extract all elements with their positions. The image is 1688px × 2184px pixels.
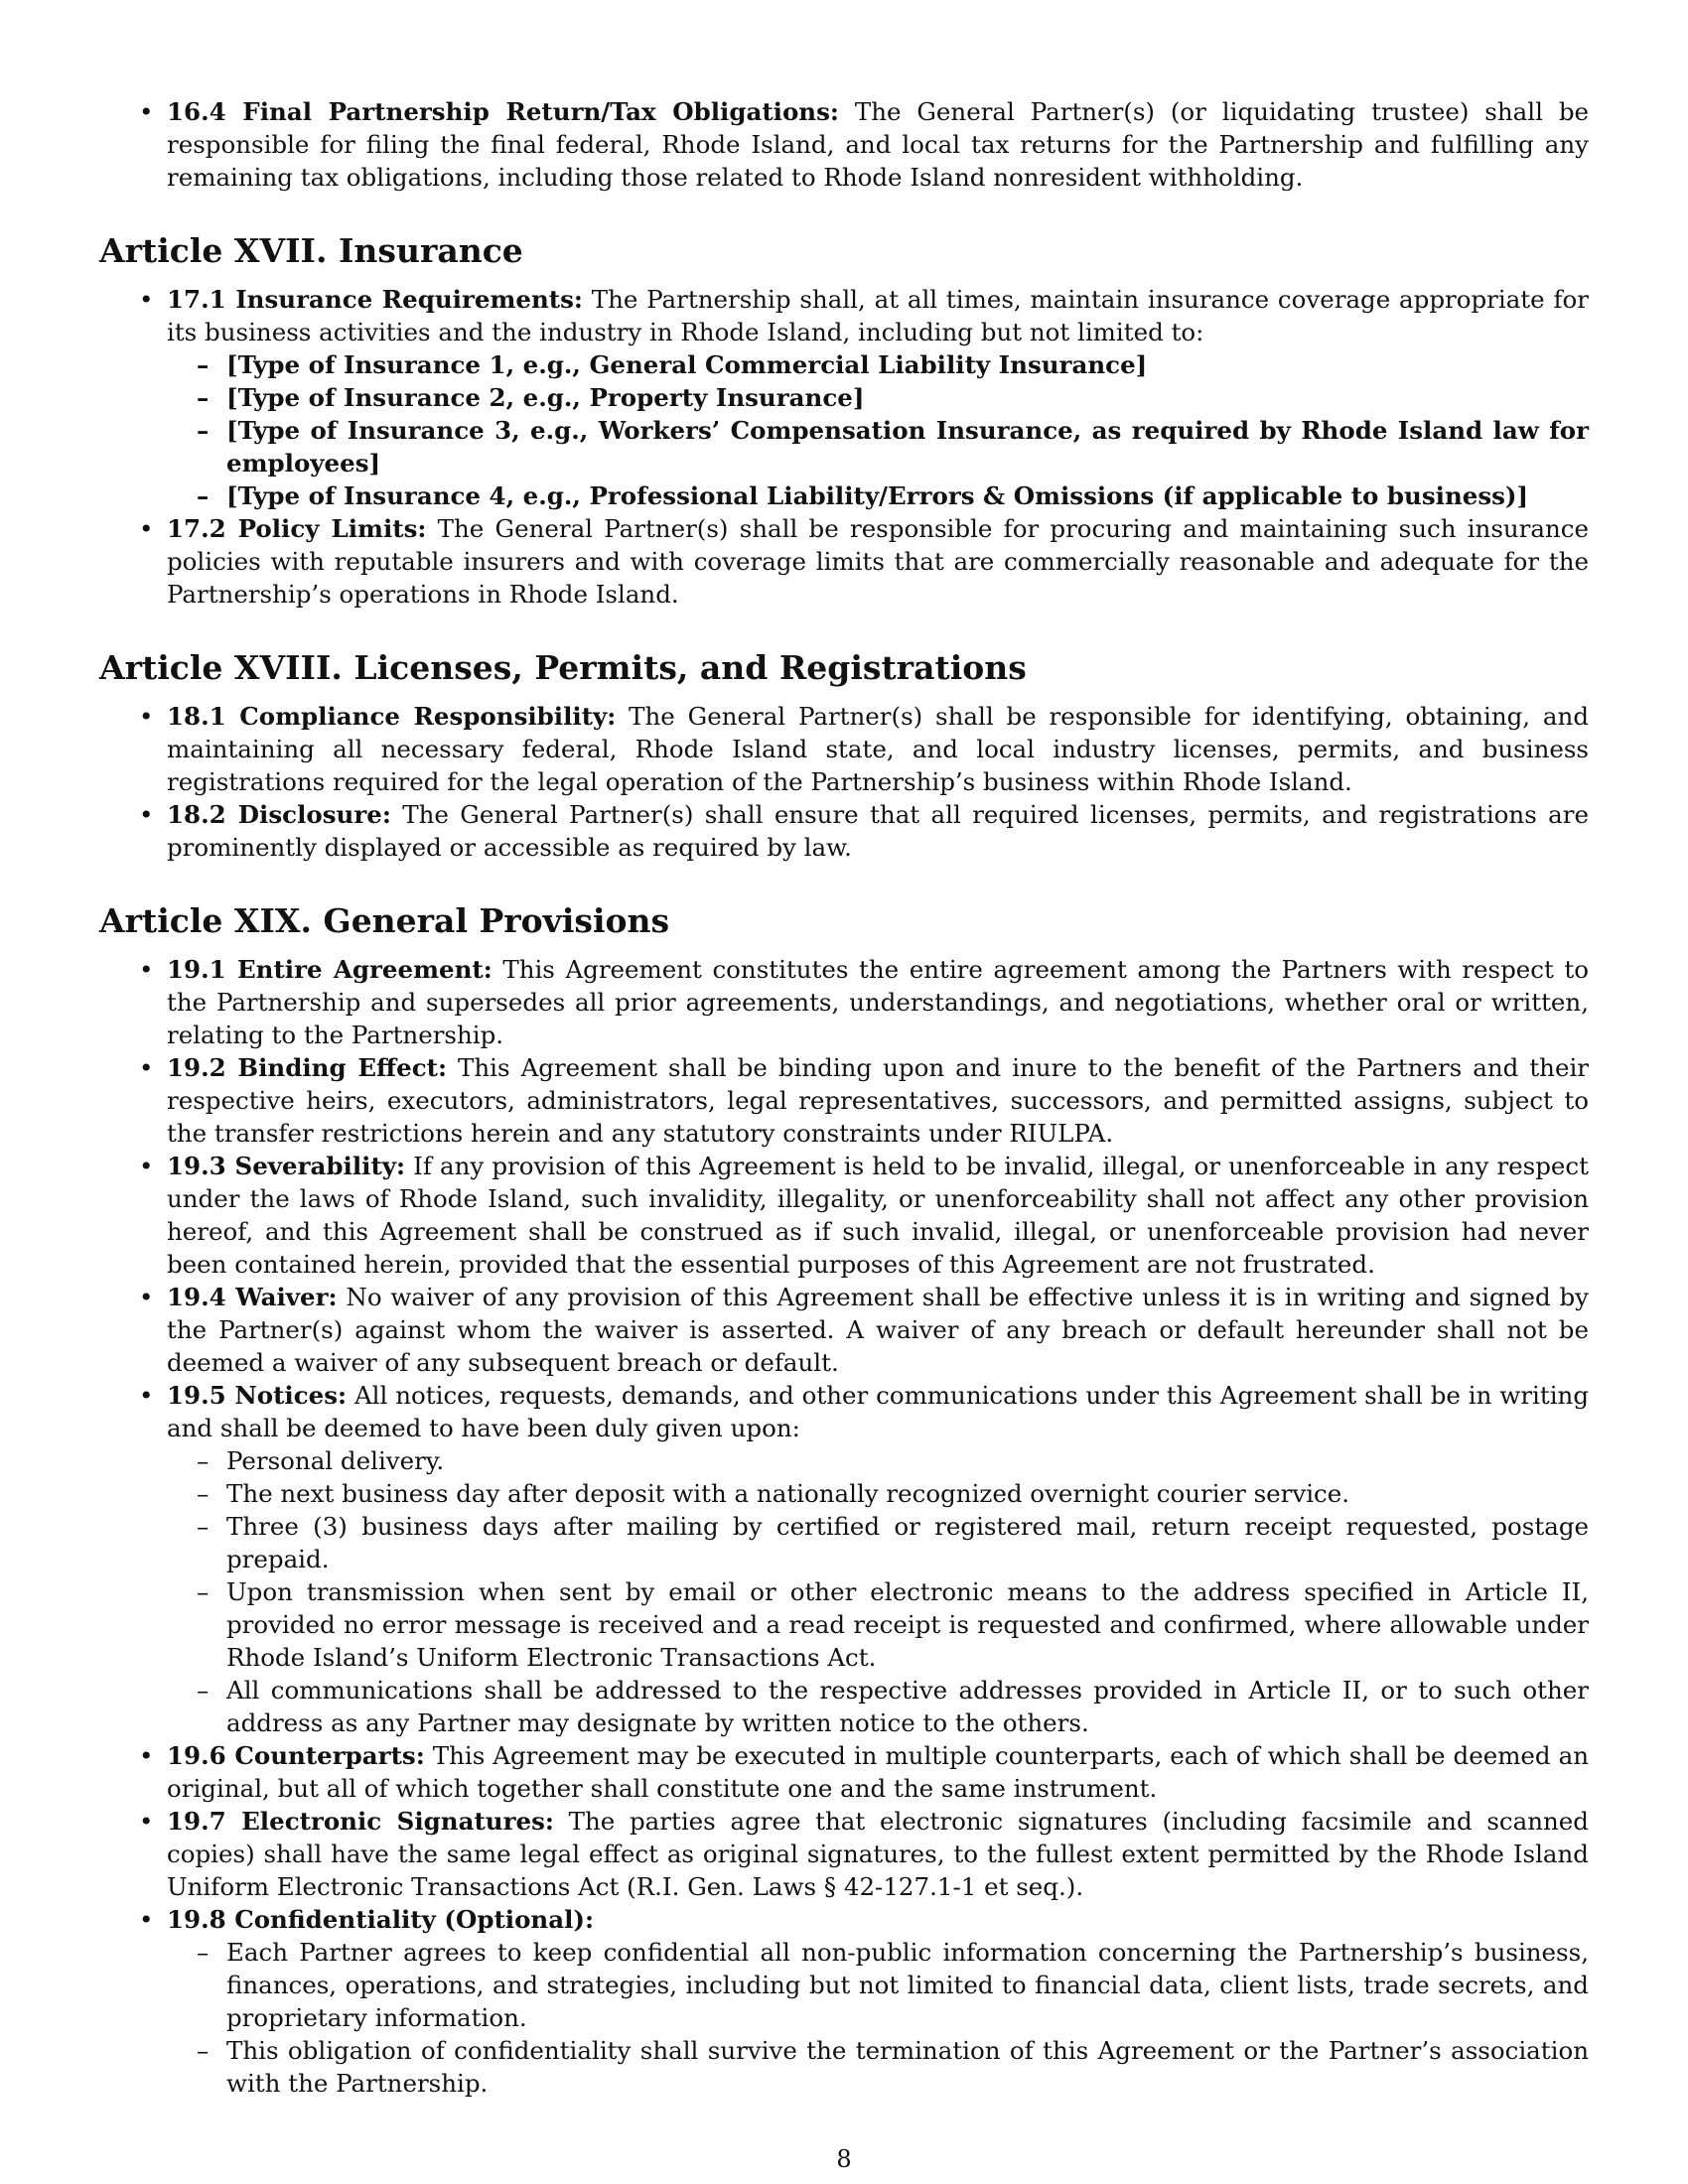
clause-text: The General Partner(s) (or liquidating trustee) shall be responsible for filing the final federal, Rhode Island, and local tax returns for the Partnership and fulfilling any remaining tax obligations, including those related to Rhode Island nonresident withholding. — [167, 97, 1589, 192]
clause-term: 18.1 Compliance Responsibility: — [167, 702, 617, 731]
clause-text: No waiver of any provision of this Agreement shall be effective unless it is in writing and signed by the Partner(s) against whom the waiver is asserted. A waiver of any breach or default hereunder shall not be deemed a waiver of any subsequent breach or default. — [167, 1283, 1590, 1377]
clause-text: The General Partner(s) shall be responsible for identifying, obtaining, and maintaining all necessary federal, Rhode Island state, and local industry licenses, permits, and business registrations required for the legal operation of the Partnership’s business within Rhode Island. — [167, 702, 1589, 796]
clause-text: This Agreement may be executed in multiple counterparts, each of which shall be deemed an original, but all of which together shall constitute one and the same instrument. — [167, 1741, 1589, 1803]
clause-term: 18.2 Disclosure: — [167, 800, 391, 829]
page-number: 8 — [836, 2145, 852, 2173]
clause-text: All notices, requests, demands, and other communications under this Agreement shall be in writing and shall be deemed to have been duly given upon: — [167, 1381, 1590, 1442]
clause-list — [99, 283, 1589, 611]
clause-item — [99, 1805, 1589, 1903]
clause-item — [99, 953, 1589, 1051]
clause-term: 19.5 Notices: — [167, 1381, 348, 1410]
sub-clause-item: – [Type of Insurance 2, e.g., Property Insurance] — [167, 381, 1589, 414]
article-heading: Article XIX. General Provisions — [99, 901, 670, 940]
clause-term: 19.2 Binding Effect: — [167, 1053, 448, 1082]
document-section — [99, 231, 1589, 611]
clause-list — [99, 95, 1589, 194]
clause-item — [99, 1903, 1589, 2100]
sub-clause-item: – Upon transmission when sent by email or other electronic means to the address specified in Article II, provided no error message is received and a read receipt is requested and confirmed, where allowable under Rhode Island’s Uniform Electronic Transactions Act. — [167, 1575, 1589, 1674]
clause-term: 19.8 Confidentiality (Optional): — [167, 1905, 595, 1934]
sub-clause-item: – All communications shall be addressed to the respective addresses provided in Article II, or to such other address as any Partner may designate by written notice to the others. — [167, 1674, 1589, 1739]
clause-term: 19.6 Counterparts: — [167, 1741, 425, 1770]
clause-item — [99, 1051, 1589, 1150]
clause-text: The Partnership shall, at all times, maintain insurance coverage appropriate for its business activities and the industry in Rhode Island, including but not limited to: — [167, 285, 1589, 346]
clause-item — [99, 95, 1589, 194]
sub-clause-list — [167, 1936, 1589, 2100]
clause-term: 17.1 Insurance Requirements: — [167, 285, 583, 314]
clause-term: 17.2 Policy Limits: — [167, 514, 427, 543]
clause-term: 19.7 Electronic Signatures: — [167, 1807, 554, 1836]
clause-text: This Agreement shall be binding upon and inure to the benefit of the Partners and their respective heirs, executors, administrators, legal representatives, successors, and permitted assigns, subject to the transfer restrictions herein and any statutory constraints under RIULPA. — [167, 1053, 1589, 1148]
clause-item — [99, 700, 1589, 798]
clause-term: 16.4 Final Partnership Return/Tax Obligations: — [167, 97, 839, 126]
sub-clause-item: – [Type of Insurance 3, e.g., Workers’ Compensation Insurance, as required by Rhode Island law for employees] — [167, 414, 1589, 479]
clause-text: The General Partner(s) shall ensure that all required licenses, permits, and registrations are prominently displayed or accessible as required by law. — [167, 800, 1589, 862]
sub-clause-item: – Each Partner agrees to keep confidential all non-public information concerning the Partnership’s business, finances, operations, and strategies, including but not limited to financial data, client lists, trade secrets, and proprietary information. — [167, 1936, 1589, 2034]
clause-text: The General Partner(s) shall be responsible for procuring and maintaining such insurance policies with reputable insurers and with coverage limits that are commercially reasonable and adequate for the Partnership’s operations in Rhode Island. — [167, 514, 1590, 609]
sub-clause-item: – [Type of Insurance 1, e.g., General Commercial Liability Insurance] — [167, 348, 1589, 381]
clause-item — [99, 1379, 1589, 1739]
sub-clause-item: – Three (3) business days after mailing by certified or registered mail, return receipt requested, postage prepaid. — [167, 1510, 1589, 1575]
clause-term: 19.1 Entire Agreement: — [167, 955, 492, 984]
sub-clause-item: – This obligation of confidentiality shall survive the termination of this Agreement or the Partner’s association with the Partnership. — [167, 2034, 1589, 2100]
clause-list — [99, 700, 1589, 864]
clause-text: If any provision of this Agreement is held to be invalid, illegal, or unenforceable in any respect under the laws of Rhode Island, such invalidity, illegality, or unenforceability shall not affect any other provision hereof, and this Agreement shall be construed as if such invalid, illegal, or unenforceable provision had never been contained herein, provided that the essential purposes of this Agreement are not frustrated. — [167, 1152, 1589, 1279]
sub-clause-item: – Personal delivery. — [167, 1444, 1589, 1477]
sub-clause-list — [167, 348, 1589, 512]
clause-item — [99, 283, 1589, 512]
document-page — [99, 95, 1589, 2100]
article-heading: Article XVII. Insurance — [99, 231, 523, 270]
sub-clause-item: – [Type of Insurance 4, e.g., Professional Liability/Errors & Omissions (if applicable to business)] — [167, 479, 1589, 512]
clause-item — [99, 1150, 1589, 1281]
clause-text: This Agreement constitutes the entire agreement among the Partners with respect to the Partnership and supersedes all prior agreements, understandings, and negotiations, whether oral or written, relating to the Partnership. — [167, 955, 1590, 1049]
clause-term: 19.3 Severability: — [167, 1152, 406, 1180]
clause-item — [99, 1281, 1589, 1379]
clause-item — [99, 1739, 1589, 1805]
clause-term: 19.4 Waiver: — [167, 1283, 338, 1311]
sub-clause-list — [167, 1444, 1589, 1739]
document-section — [99, 901, 1589, 2100]
clause-list — [99, 953, 1589, 2100]
document-section — [99, 95, 1589, 194]
clause-text: The parties agree that electronic signatures (including facsimile and scanned copies) shall have the same legal effect as original signatures, to the fullest extent permitted by the Rhode Island Uniform Electronic Transactions Act (R.I. Gen. Laws § 42-127.1-1 et seq.). — [167, 1807, 1589, 1901]
clause-item — [99, 798, 1589, 864]
article-heading: Article XVIII. Licenses, Permits, and Registrations — [99, 648, 1027, 687]
document-section — [99, 648, 1589, 864]
clause-item — [99, 512, 1589, 611]
sub-clause-item: – The next business day after deposit with a nationally recognized overnight courier service. — [167, 1477, 1589, 1510]
